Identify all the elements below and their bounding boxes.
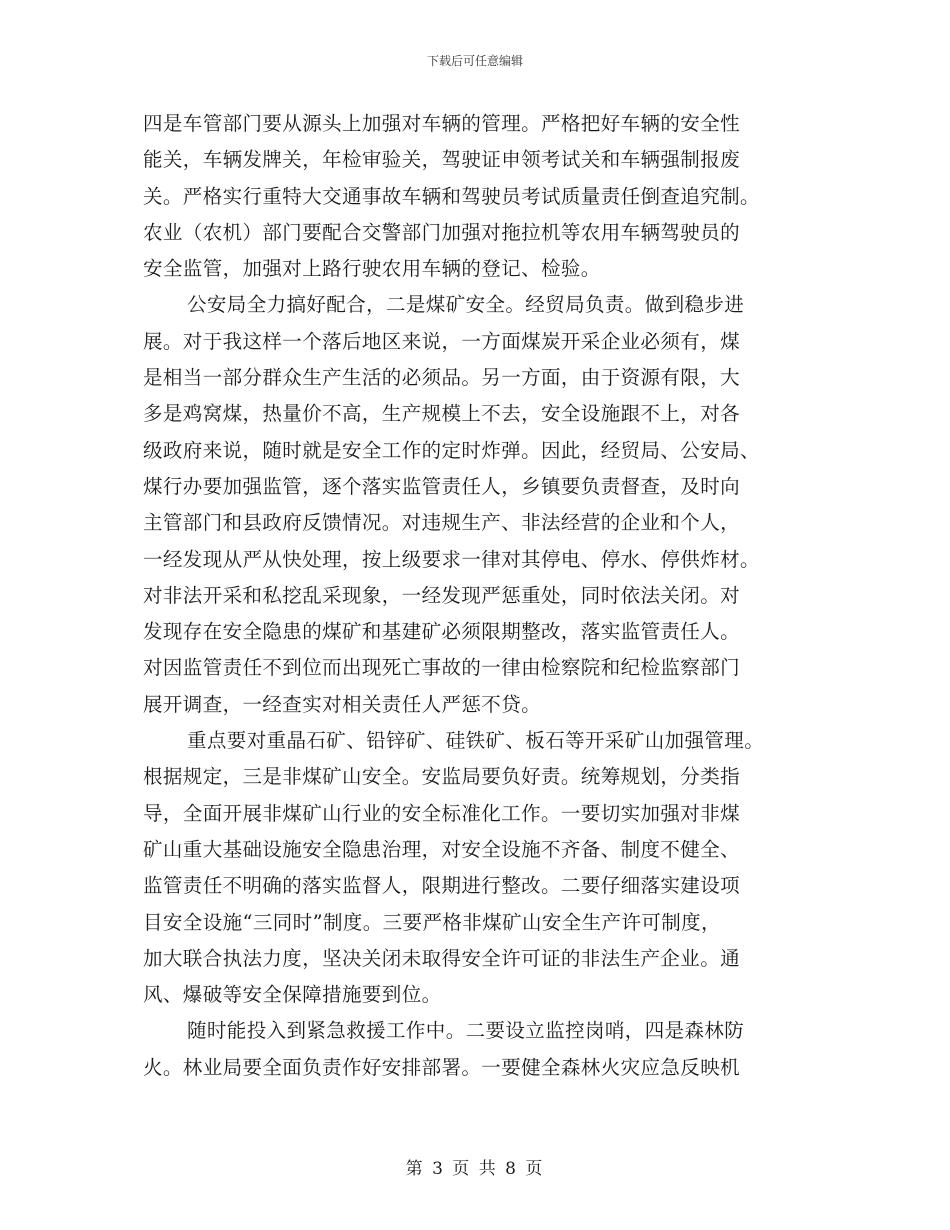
current-page-number: 3 [432, 1159, 445, 1179]
text-line: 对因监管责任不到位而出现死亡事故的一律由检察院和纪检监察部门 [143, 656, 741, 680]
text-line: 风、爆破等安全保障措施要到位。 [143, 983, 442, 1007]
text-line: 加大联合执法力度，坚决关闭未取得安全许可证的非法生产企业。通 [143, 946, 741, 970]
page-header: 下载后可任意编辑 [426, 54, 523, 68]
text-line: 目安全设施“三同时”制度。三要严格非煤矿山安全生产许可制度， [143, 910, 721, 934]
paragraph-3 [143, 723, 808, 1013]
text-line: 农业（农机）部门要配合交警部门加强对拖拉机等农用车辆驾驶员的 [143, 220, 741, 244]
footer-total-word: 共 [478, 1159, 498, 1179]
text-line: 一经发现从严从快处理，按上级要求一律对其停电、停水、停供炸材。 [143, 547, 760, 571]
text-line: 火。林业局要全面负责作好安排部署。一要健全森林火灾应急反映机 [143, 1055, 741, 1079]
text-line: 根据规定，三是非煤矿山安全。安监局要负好责。统筹规划，分类指 [143, 765, 741, 789]
text-line: 展开调查，一经查实对相关责任人严惩不贷。 [143, 692, 542, 716]
document-body [143, 106, 808, 1086]
text-line: 多是鸡窝煤，热量价不高，生产规模上不去，安全设施跟不上，对各 [143, 402, 741, 426]
text-line: 随时能投入到紧急救援工作中。二要设立监控岗哨，四是森林防 [187, 1019, 745, 1043]
paragraph-2 [143, 287, 808, 723]
text-line: 四是车管部门要从源头上加强对车辆的管理。严格把好车辆的安全性 [143, 112, 741, 135]
text-line: 矿山重大基础设施安全隐患治理，对安全设施不齐备、制度不健全、 [143, 837, 741, 861]
text-line: 展。对于我这样一个落后地区来说，一方面煤炭开采企业必须有，煤 [143, 329, 741, 353]
text-line: 监管责任不明确的落实监督人，限期进行整改。二要仔细落实建设项 [143, 874, 741, 898]
paragraph-1 [143, 106, 808, 287]
footer-page-word: 页 [452, 1159, 472, 1179]
total-pages-number: 8 [505, 1159, 518, 1179]
page-footer [0, 1154, 950, 1179]
text-line: 发现存在安全隐患的煤矿和基建矿必须限期整改，落实监管责任人。 [143, 620, 741, 644]
footer-prefix: 第 [405, 1159, 425, 1179]
text-line: 公安局全力搞好配合，二是煤矿安全。经贸局负责。做到稳步进 [187, 293, 745, 317]
text-line: 煤行办要加强监管，逐个落实监管责任人，乡镇要负责督查，及时向 [143, 474, 741, 498]
text-line: 级政府来说，随时就是安全工作的定时炸弹。因此，经贸局、公安局、 [143, 438, 760, 462]
text-line: 导，全面开展非煤矿山行业的安全标准化工作。一要切实加强对非煤 [143, 801, 741, 825]
text-line: 安全监管，加强对上路行驶农用车辆的登记、检验。 [143, 257, 601, 281]
text-line: 对非法开采和私挖乱采现象，一经发现严惩重处，同时依法关闭。对 [143, 583, 741, 607]
text-line: 重点要对重晶石矿、铅锌矿、硅铁矿、板石等开采矿山加强管理。 [187, 729, 765, 753]
paragraph-4 [143, 1013, 808, 1086]
footer-suffix: 页 [525, 1159, 545, 1179]
text-line: 是相当一部分群众生产生活的必须品。另一方面，由于资源有限，大 [143, 366, 741, 390]
text-line: 关。严格实行重特大交通事故车辆和驾驶员考试质量责任倒查追究制。 [143, 184, 760, 208]
text-line: 能关，车辆发牌关，年检审验关，驾驶证申领考试关和车辆强制报废 [143, 148, 741, 172]
text-line: 主管部门和县政府反馈情况。对违规生产、非法经营的企业和个人， [143, 511, 741, 535]
